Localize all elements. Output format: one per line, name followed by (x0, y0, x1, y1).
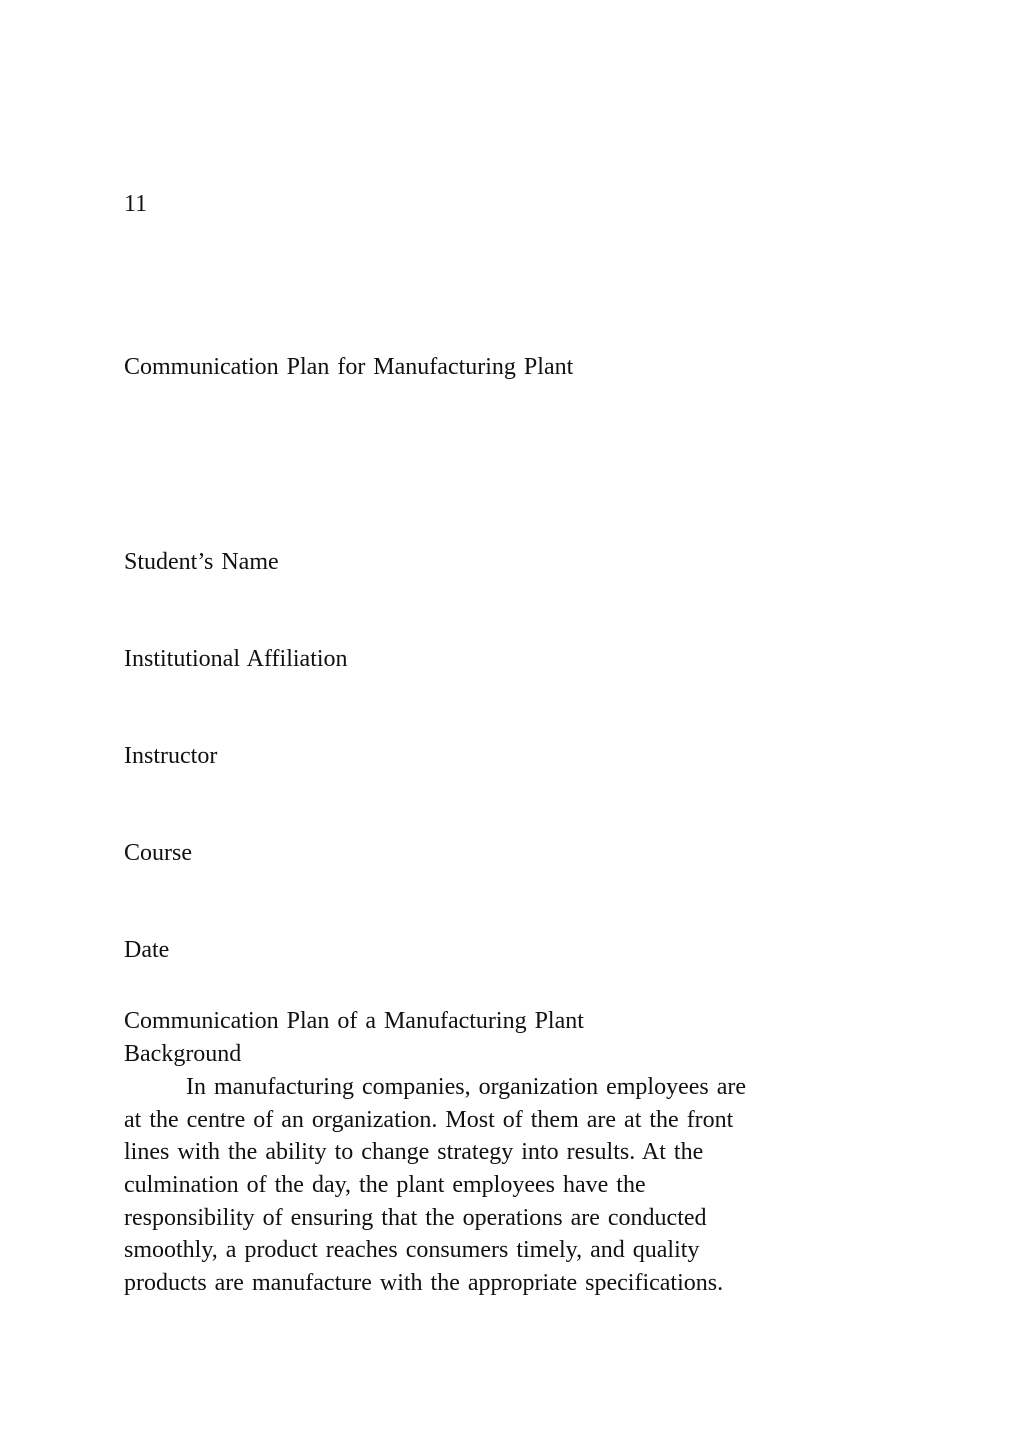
paragraph-line: at the centre of an organization. Most of them are at the front (124, 1106, 734, 1133)
paragraph-line: lines with the ability to change strategy into results. At the (124, 1139, 704, 1166)
institutional-affiliation: Institutional Affiliation (124, 646, 348, 672)
cover-info (124, 482, 348, 999)
paragraph-line: culmination of the day, the plant employees have the (124, 1172, 646, 1199)
cover-title: Communication Plan for Manufacturing Plant (124, 354, 574, 380)
instructor: Instructor (124, 743, 218, 769)
section-heading-background: Background (124, 1041, 242, 1067)
paragraph-line: products are manufacture with the appropriate specifications. (124, 1270, 724, 1297)
paragraph-line: In manufacturing companies, organization employees are (186, 1074, 747, 1100)
background-paragraph (124, 1071, 884, 1300)
document-title: Communication Plan of a Manufacturing Plant (124, 1008, 584, 1034)
date: Date (124, 937, 170, 963)
page-number: 11 (124, 191, 148, 217)
paragraph-line: responsibility of ensuring that the operations are conducted (124, 1204, 707, 1231)
student-name: Student’s Name (124, 549, 279, 575)
paragraph-line: smoothly, a product reaches consumers timely, and quality (124, 1237, 700, 1264)
course: Course (124, 840, 192, 866)
